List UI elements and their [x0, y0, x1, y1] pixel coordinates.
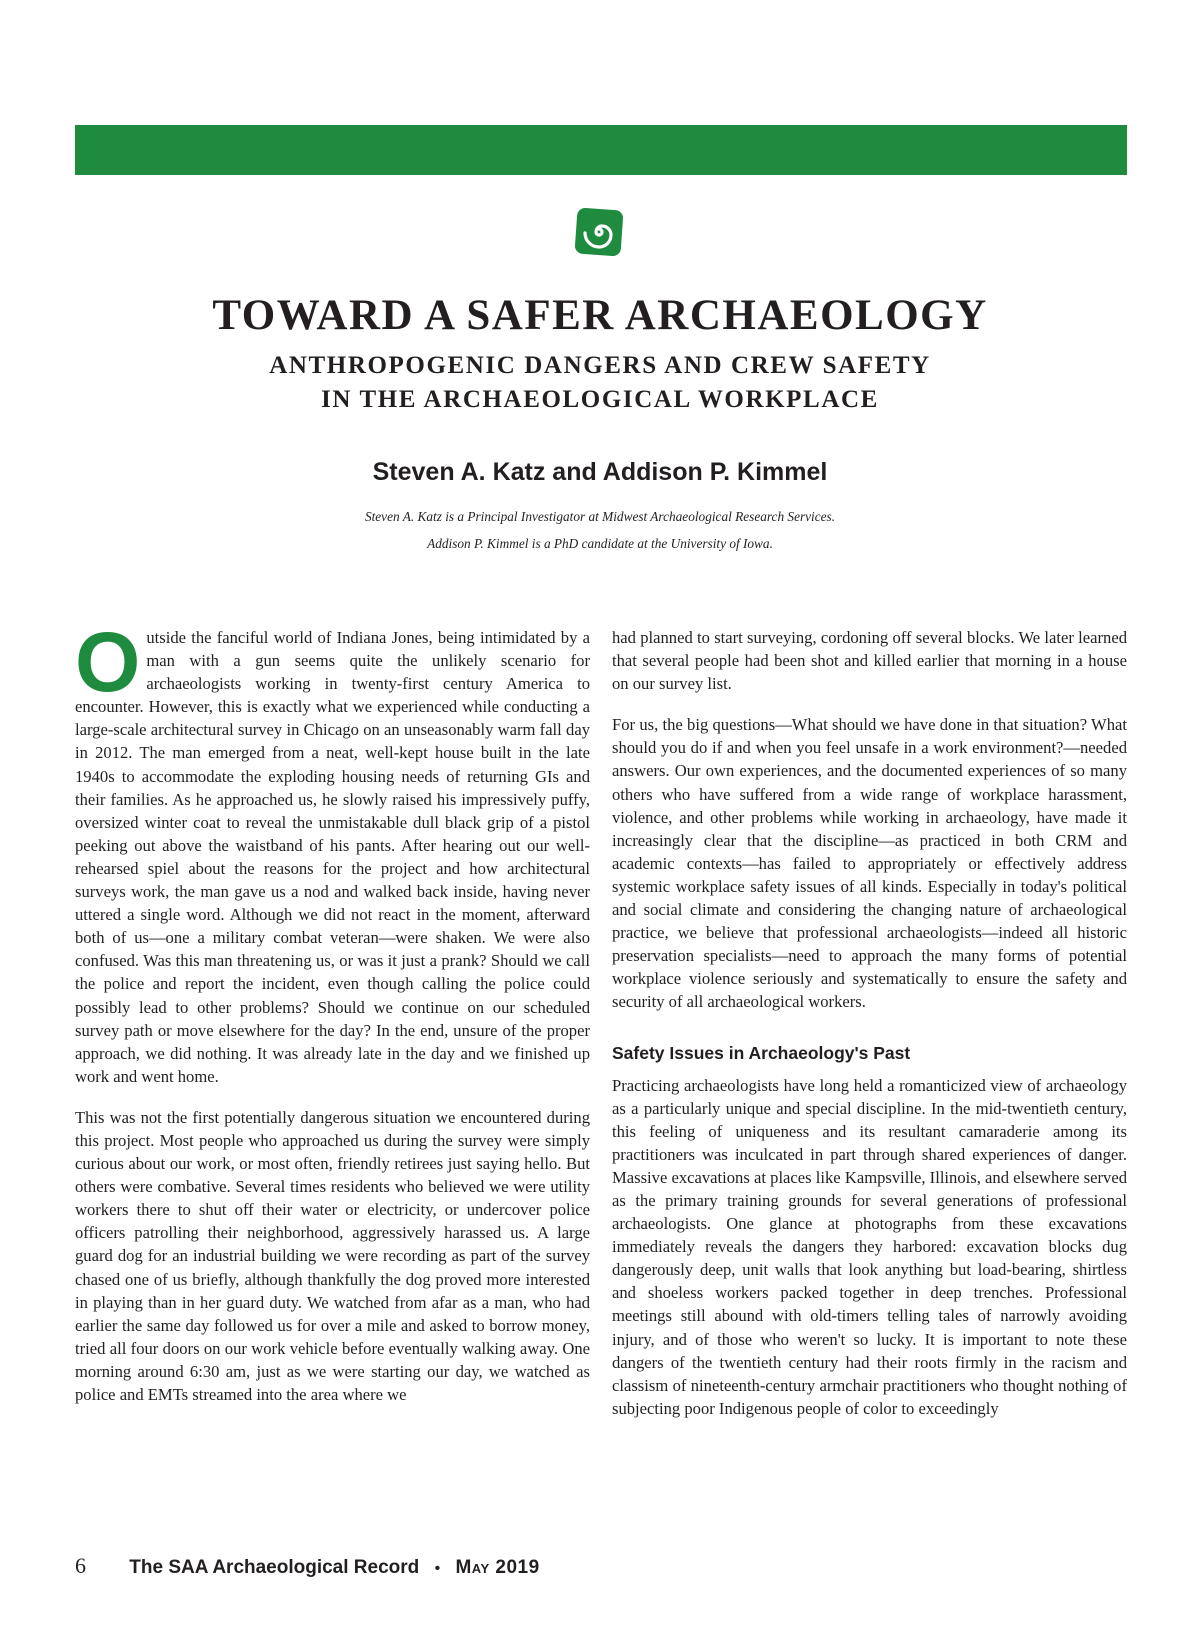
journal-name: The SAA Archaeological Record — [129, 1557, 420, 1578]
header-accent-bar — [75, 125, 1127, 175]
paragraph-1-text: utside the fanciful world of Indiana Jones, being intimidated by a man with a gun seems quite the unlikely scenario for archaeologists working in twenty-first century America to encounter. However, this is exactly what we experienced while conducting a large-scale architectural survey in Chicago on an unseasonably warm fall day in 2012. The man emerged from a neat, well-kept house built in the late 1940s to accommodate the exploding housing needs of returning GIs and their families. As he approached us, he slowly raised his impressively puffy, oversized winter coat to reveal the unmistakable dull black grip of a pistol peeking out above the waistband of his pants. After hearing out our well-rehearsed spiel about the reasons for the project and how architectural surveys work, the man gave us a nod and walked back inside, having never uttered a single word. Although we did not react in the moment, afterward both of us—one a military combat veteran—were shaken. We were also confused. Was this man threatening us, or was it just a prank? Should we call the police and report the incident, even though calling the police could possibly lead to other problems? Should we continue on our scheduled survey path or move elsewhere for the day? In the end, unsure of the proper approach, we did nothing. It was already late in the day and we finished up work and went home. — [75, 628, 590, 1086]
footer-bullet: • — [434, 1560, 441, 1577]
author-affiliations — [0, 503, 1200, 557]
page-footer — [75, 1552, 540, 1583]
body-column-right — [612, 626, 1127, 1438]
paragraph-3: had planned to start surveying, cordoning off several blocks. We later learned that several people had been shot and killed earlier that morning in a house on our survey list. — [612, 628, 1127, 694]
section-heading: Safety Issues in Archaeology's Past — [612, 1042, 911, 1063]
affiliation-katz: Steven A. Katz is a Principal Investigator at Midwest Archaeological Research Services. — [364, 509, 836, 524]
page-number: 6 — [75, 1553, 86, 1578]
article-subtitle — [0, 349, 1200, 417]
article-authors: Steven A. Katz and Addison P. Kimmel — [372, 458, 828, 486]
body-column-left — [75, 615, 590, 1424]
paragraph-1 — [75, 615, 590, 1088]
drop-cap: O — [75, 615, 141, 709]
subtitle-line-1: ANTHROPOGENIC DANGERS AND CREW SAFETY — [269, 352, 931, 379]
spiral-icon — [573, 206, 625, 258]
paragraph-2: This was not the first potentially dangerous situation we encountered during this project. Most people who approached us during the survey were simply curious about our work, or most often, friendly retirees just saying hello. But others were combative. Several times residents who believed we were utility workers there to shut off their water or electricity, or undercover police officers patrolling their neighborhood, aggressively harassed us. A large guard dog for an industrial building we were recording as part of the survey chased one of us briefly, although thankfully the dog proved more interested in playing than in her guard duty. We watched from afar as a man, who had earlier the same day followed us for over a mile and asked to borrow money, tried all four doors on our work vehicle before eventually walking away. One morning around 6:30 am, just as we were starting our day, we watched as police and EMTs streamed into the area where we — [75, 1107, 590, 1404]
paragraph-4: For us, the big questions—What should we have done in that situation? What should you do if and when you feel unsafe in a work environment?—needed answers. Our own experiences, and the documented experiences of so many others who have suffered from a wide range of workplace harassment, violence, and other problems while working in archaeology, have made it increasingly clear that the discipline—as practiced in both CRM and academic contexts—has failed to appropriately or effectively address systemic workplace safety issues of all kinds. Especially in today's political and social climate and considering the changing nature of archaeological practice, we believe that professional archaeologists—indeed all historic preservation specialists—need to approach the many forms of potential workplace violence seriously and systematically to ensure the safety and security of all archaeological workers. — [612, 715, 1127, 1012]
subtitle-line-2: IN THE ARCHAEOLOGICAL WORKPLACE — [321, 386, 879, 413]
paragraph-5: Practicing archaeologists have long held a romanticized view of archaeology as a particularly unique and special discipline. In the mid-twentieth century, this feeling of uniqueness and its resultant camaraderie among its practitioners was inculcated in part through shared experiences of danger. Massive excavations at places like Kampsville, Illinois, and elsewhere served as the primary training grounds for several generations of professional archaeologists. One glance at photographs from these excavations immediately reveals the dangers they harbored: excavation blocks dug dangerously deep, unit walls that look anything but load-bearing, shirtless and shoeless workers packed together in deep trenches. Professional meetings still abound with old-timers telling tales of narrowly avoiding injury, and of those who weren't so lucky. It is important to note these dangers of the twentieth century had their roots firmly in the racism and classism of nineteenth-century armchair practitioners who thought nothing of subjecting poor Indigenous people of color to exceedingly — [612, 1075, 1127, 1418]
article-title: TOWARD A SAFER ARCHAEOLOGY — [212, 292, 988, 339]
affiliation-kimmel: Addison P. Kimmel is a PhD candidate at the University of Iowa. — [427, 536, 773, 551]
issue-date: May 2019 — [455, 1557, 540, 1578]
